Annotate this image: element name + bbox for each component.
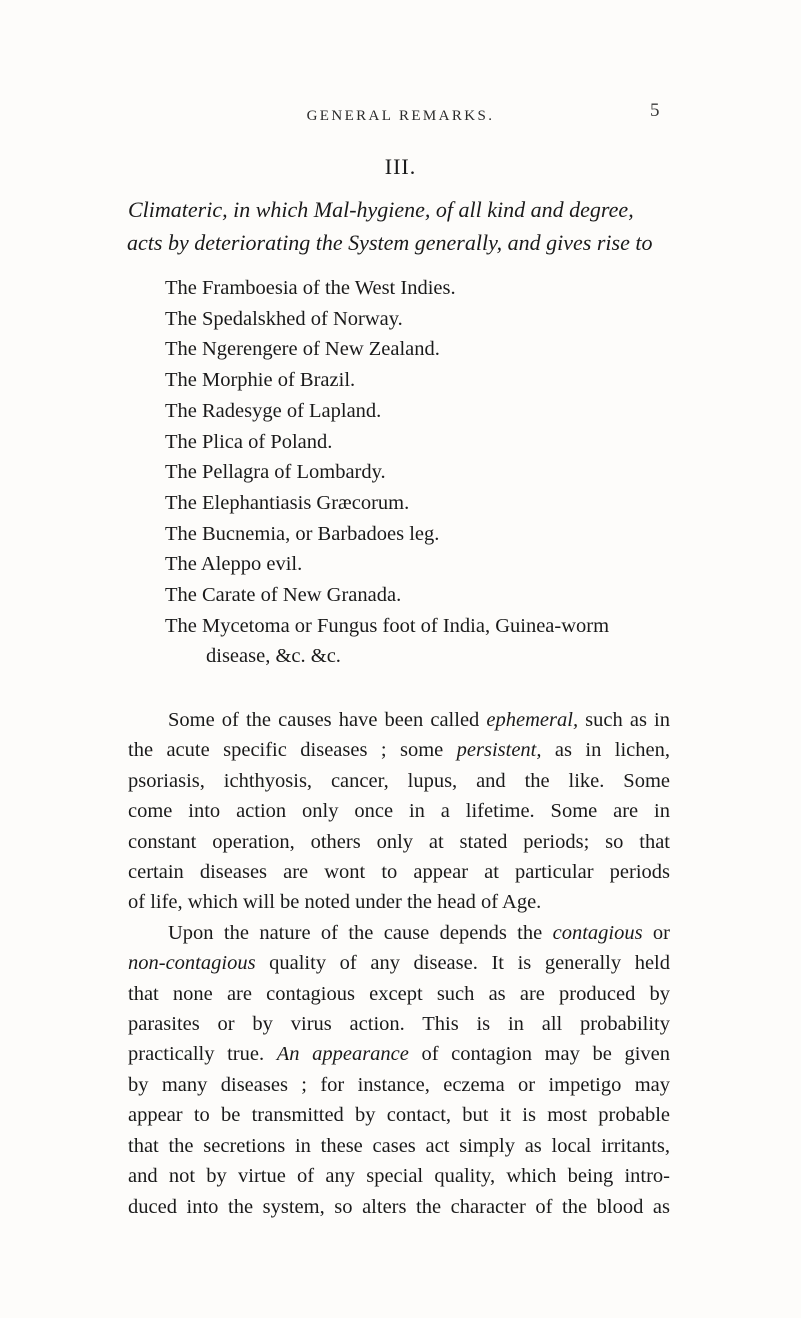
list-item: The Aleppo evil.: [165, 553, 303, 576]
running-title: GENERAL REMARKS.: [306, 108, 495, 124]
list-item: The Mycetoma or Fungus foot of India, Guinea-worm: [165, 614, 610, 637]
list-item: The Carate of New Granada.: [165, 584, 402, 607]
text-line: Some of the causes have been called ephemeral, such as in: [168, 709, 671, 731]
list-item: The Elephantiasis Græcorum.: [165, 491, 410, 514]
section-heading: [128, 193, 728, 259]
text-line: practically true. An appearance of contagion may be given: [128, 1043, 670, 1066]
page-number: 5: [650, 100, 660, 121]
text-line: the acute specific diseases ; some persistent, as in lichen,: [128, 739, 670, 762]
text-line: that none are contagious except such as are produced by: [128, 982, 670, 1005]
list-item-continuation: disease, &c. &c.: [206, 645, 341, 668]
text-line: non-contagious quality of any disease. It is generally held: [128, 952, 670, 975]
text-line: appear to be transmitted by contact, but it is most probable: [128, 1104, 670, 1127]
heading-line-2: acts by deteriorating the System generally, and gives rise to: [127, 230, 653, 255]
text-line: psoriasis, ichthyosis, cancer, lupus, and the like. Some: [128, 769, 670, 792]
list-item: The Spedalskhed of Norway.: [165, 307, 403, 330]
body-text: [128, 705, 670, 1222]
list-item: The Bucnemia, or Barbadoes leg.: [165, 522, 440, 545]
text-line: and not by virtue of any special quality, which being intro-: [128, 1165, 670, 1188]
paragraph-2: [128, 918, 670, 1222]
text-line: parasites or by virus action. This is in all probability: [128, 1013, 670, 1036]
disease-list: [165, 273, 725, 672]
text-line: Upon the nature of the cause depends the contagious or: [168, 921, 671, 944]
list-item: The Ngerengere of New Zealand.: [165, 338, 440, 361]
text-line: of life, which will be noted under the head of Age.: [128, 891, 542, 914]
list-item: The Framboesia of the West Indies.: [165, 277, 456, 299]
section-number: III.: [384, 154, 417, 179]
text-line: by many diseases ; for instance, eczema or impetigo may: [128, 1073, 670, 1096]
running-head: [0, 100, 801, 136]
text-line: come into action only once in a lifetime. Some are in: [128, 800, 670, 823]
list-item: The Pellagra of Lombardy.: [165, 461, 386, 484]
list-item: The Morphie of Brazil.: [165, 369, 356, 392]
text-line: that the secretions in these cases act simply as local irritants,: [128, 1134, 670, 1157]
text-line: duced into the system, so alters the character of the blood as: [128, 1195, 670, 1218]
list-item: The Plica of Poland.: [165, 430, 333, 453]
paragraph-1: [128, 705, 670, 918]
heading-line-1: Climateric, in which Mal-hygiene, of all kind and degree,: [128, 197, 634, 222]
text-line: constant operation, others only at stated periods; so that: [128, 830, 670, 853]
list-item: The Radesyge of Lapland.: [165, 399, 382, 422]
text-line: certain diseases are wont to appear at particular periods: [128, 861, 670, 884]
